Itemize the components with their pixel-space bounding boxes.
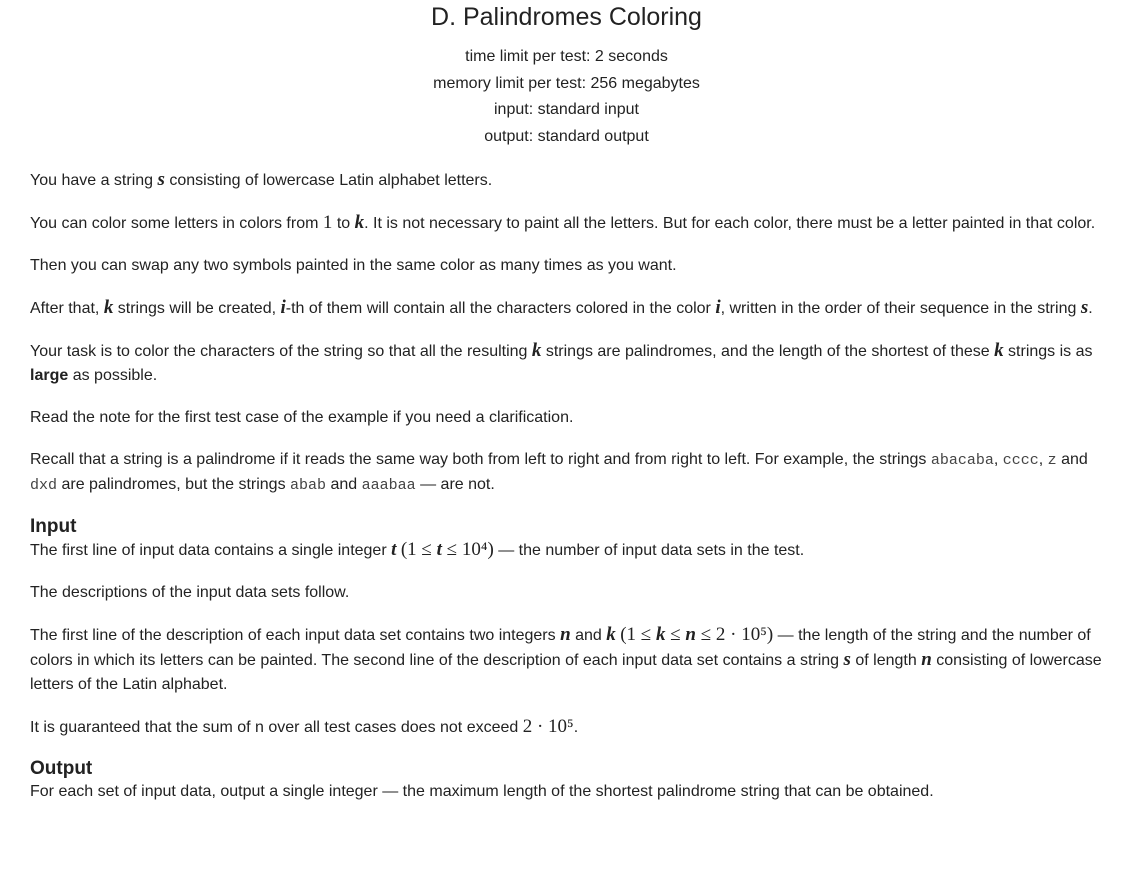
paragraph <box>30 339 1103 388</box>
text: as possible. <box>68 367 158 384</box>
paragraph <box>30 254 1103 278</box>
paragraph <box>30 581 1103 605</box>
text: , <box>1038 451 1048 468</box>
input-section-title: Input <box>30 516 77 537</box>
text: are palindromes, but the strings <box>57 476 291 493</box>
paragraph <box>30 780 1103 804</box>
code: abacaba <box>930 452 994 469</box>
math-expression: ≤ 10⁴) <box>441 539 494 560</box>
text: — the number of input data sets in the test. <box>493 542 805 559</box>
text: and <box>326 476 362 493</box>
text: consisting of lowercase Latin alphabet letters. <box>164 172 493 189</box>
text: — are not. <box>415 476 495 493</box>
time-limit: time limit per test: 2 seconds <box>465 48 668 65</box>
text: . It is not necessary to paint all the letters. But for each color, there must be a letter painted in that color. <box>364 215 1096 232</box>
math-expression: (1 ≤ <box>620 624 656 645</box>
problem-statement <box>0 2 1121 804</box>
output-file: output: standard output <box>484 127 649 145</box>
paragraph <box>30 406 1103 430</box>
text: Then you can swap any two symbols painted in the same color as many times as you want. <box>30 257 677 274</box>
math-variable: t <box>436 539 442 560</box>
paragraph <box>30 168 1103 193</box>
text: . <box>1088 300 1093 317</box>
math-variable: s <box>1080 297 1089 318</box>
text: strings are palindromes, and the length of the shortest of these <box>541 343 995 360</box>
text: . <box>573 719 579 736</box>
code: aaabaa <box>361 477 416 494</box>
paragraph <box>30 211 1103 236</box>
code: abab <box>290 477 327 494</box>
output-specification <box>30 780 1103 804</box>
math-variable: n <box>685 624 696 645</box>
text: You can color some letters in colors from <box>30 215 323 232</box>
math-variable: k <box>103 297 114 318</box>
math-variable: s <box>843 649 851 670</box>
paragraph <box>30 623 1103 697</box>
output-section-title: Output <box>30 758 93 779</box>
code: z <box>1047 452 1057 469</box>
text: The first line of input data contains a single integer <box>30 542 392 559</box>
math-variable: i <box>280 297 286 318</box>
math-variable: i <box>715 297 721 318</box>
math-variable: s <box>157 169 165 190</box>
text: and <box>570 627 607 644</box>
math-expression: 1 <box>322 212 333 233</box>
text: Recall that a string is a palindrome if it reads the same way both from left to right and from right to left. For example, the strings <box>30 451 931 468</box>
problem-title: D. Palindromes Coloring <box>431 3 702 31</box>
math-expression: ≤ <box>665 624 686 645</box>
paragraph <box>30 538 1103 563</box>
text: For each set of input data, output a single integer — the maximum length of the shortest palindrome string that can be obtained. <box>30 783 934 800</box>
math-variable: t <box>391 539 397 560</box>
legend <box>30 168 1103 498</box>
text: strings is as <box>1003 343 1093 360</box>
text: The descriptions of the input data sets follow. <box>30 584 350 601</box>
text: -th of them will contain all the characters colored in the color <box>285 300 716 317</box>
text: to <box>332 215 355 232</box>
text: consisting of lowercase letters of the Latin alphabet. <box>30 652 1102 693</box>
text: strings will be created, <box>113 300 281 317</box>
math-expression: 2 · 10⁵ <box>522 716 574 737</box>
text: Read the note for the first test case of the example if you need a clarification. <box>30 409 574 426</box>
text: , written in the order of their sequence in the string <box>720 300 1081 317</box>
text: The first line of the description of each input data set contains two integers <box>30 627 561 644</box>
math-expression: (1 ≤ <box>400 539 437 560</box>
math-variable: k <box>606 624 616 645</box>
paragraph <box>30 296 1103 321</box>
math-variable: k <box>531 340 542 361</box>
problem-header <box>30 2 1103 150</box>
input-file: input: standard input <box>494 101 639 118</box>
math-expression: ≤ 2 · 10⁵) <box>695 624 774 645</box>
bold-text: large <box>30 367 69 384</box>
text: and <box>1056 451 1088 468</box>
paragraph <box>30 715 1103 740</box>
math-variable: n <box>560 624 571 645</box>
text: of length <box>850 652 922 669</box>
code: cccc <box>1002 452 1039 469</box>
text: , <box>993 451 1003 468</box>
math-variable: n <box>921 649 932 670</box>
code: dxd <box>30 477 58 494</box>
math-variable: k <box>655 624 666 645</box>
math-variable: k <box>354 212 365 233</box>
text: It is guaranteed that the sum of n over all test cases does not exceed <box>30 719 523 736</box>
text: After that, <box>30 300 104 317</box>
math-variable: k <box>994 340 1004 361</box>
paragraph <box>30 448 1103 498</box>
input-specification <box>30 538 1103 740</box>
memory-limit: memory limit per test: 256 megabytes <box>433 74 700 92</box>
text: — the length of the string and the number of colors in which its letters can be painted. The second line of the description of each input data set contains a string <box>30 627 1091 669</box>
text: You have a string <box>30 172 158 189</box>
text: Your task is to color the characters of the string so that all the resulting <box>30 343 532 360</box>
